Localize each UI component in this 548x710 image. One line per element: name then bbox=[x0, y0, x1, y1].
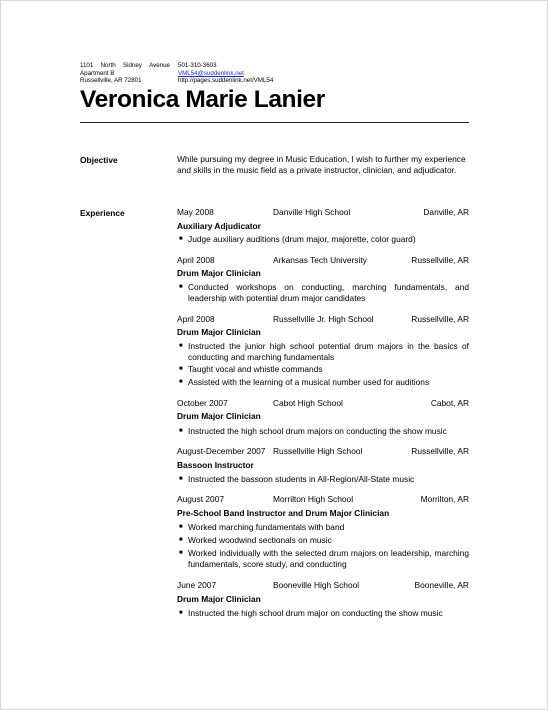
entry-role: Bassoon Instructor bbox=[177, 460, 254, 470]
email-link[interactable]: VML54@suddenlink.net bbox=[178, 69, 244, 77]
address-part: Sidney bbox=[122, 62, 142, 69]
bullet-text: Instructed the bassoon students in All-Region/All-State music bbox=[188, 474, 415, 484]
bullet-text: Taught vocal and whistle commands bbox=[188, 364, 323, 374]
entry-organization: Russellville High School bbox=[273, 446, 363, 456]
entry-organization: Danville High School bbox=[273, 207, 351, 217]
entry-location: Russellville, AR bbox=[411, 314, 469, 324]
square-bullet-icon: ■ bbox=[179, 610, 183, 616]
entry-bullet bbox=[177, 426, 469, 437]
objective-heading: Objective bbox=[80, 155, 118, 165]
header-divider bbox=[80, 122, 469, 123]
bullet-text: Judge auxiliary auditions (drum major, majorette, color guard) bbox=[188, 234, 416, 244]
experience-entry-header bbox=[177, 580, 469, 591]
entry-role: Auxiliary Adjudicator bbox=[177, 221, 261, 231]
square-bullet-icon: ■ bbox=[179, 537, 183, 543]
square-bullet-icon: ■ bbox=[179, 284, 183, 290]
entry-date: April 2008 bbox=[177, 314, 215, 324]
bullet-text: Worked individually with the selected drum majors on leadership, marching fundamentals, score study, and conducting bbox=[188, 548, 469, 569]
square-bullet-icon: ■ bbox=[179, 428, 183, 434]
bullet-text: Instructed the junior high school potential drum majors in the basics of conducting and marching fundamentals bbox=[188, 341, 469, 362]
entry-location: Cabot, AR bbox=[430, 398, 469, 408]
entry-location: Russellville, AR bbox=[411, 255, 469, 265]
entry-role: Drum Major Clinician bbox=[177, 327, 261, 337]
address-line-1 bbox=[80, 62, 170, 70]
entry-bullet bbox=[177, 522, 469, 533]
experience-entry-header bbox=[177, 446, 469, 457]
square-bullet-icon: ■ bbox=[179, 379, 183, 385]
address-part: Avenue bbox=[149, 62, 170, 69]
entry-role: Drum Major Clinician bbox=[177, 594, 261, 604]
experience-heading: Experience bbox=[80, 208, 125, 218]
experience-entry-header bbox=[177, 398, 469, 409]
square-bullet-icon: ■ bbox=[179, 366, 183, 372]
entry-location: Booneville, AR bbox=[414, 580, 469, 590]
contact-address bbox=[80, 62, 170, 85]
experience-entry-header bbox=[177, 207, 469, 218]
square-bullet-icon: ■ bbox=[179, 236, 183, 242]
bullet-text: Worked marching fundamentals with band bbox=[188, 522, 345, 532]
entry-bullet bbox=[177, 535, 469, 546]
entry-bullet bbox=[177, 341, 469, 363]
entry-date: August 2007 bbox=[177, 494, 225, 504]
entry-bullet bbox=[177, 282, 469, 304]
entry-organization: Cabot High School bbox=[273, 398, 343, 408]
square-bullet-icon: ■ bbox=[179, 524, 183, 530]
bullet-text: Instructed the high school drum majors on conducting the show music bbox=[188, 426, 447, 436]
entry-role: Drum Major Clinician bbox=[177, 411, 261, 421]
address-part: North bbox=[100, 62, 116, 69]
square-bullet-icon: ■ bbox=[179, 343, 183, 349]
website-url: http://pages.suddenlink.net/VML54 bbox=[178, 77, 274, 85]
contact-details bbox=[178, 62, 273, 85]
entry-bullet bbox=[177, 234, 469, 245]
entry-location: Morrilton, AR bbox=[420, 494, 469, 504]
bullet-text: Conducted workshops on conducting, marching fundamentals, and leadership with potential drum major candidates bbox=[188, 282, 469, 303]
experience-entry-header bbox=[177, 494, 469, 505]
entry-date: April 2008 bbox=[177, 255, 215, 265]
phone-number: 501-310-3603 bbox=[178, 62, 217, 69]
entry-organization: Russellville Jr. High School bbox=[273, 314, 374, 324]
entry-location: Danville, AR bbox=[423, 207, 469, 217]
entry-organization: Arkansas Tech University bbox=[273, 255, 367, 265]
entry-date: May 2008 bbox=[177, 207, 214, 217]
bullet-text: Assisted with the learning of a musical number used for auditions bbox=[188, 377, 430, 387]
bullet-text: Instructed the high school drum major on conducting the show music bbox=[188, 608, 443, 618]
square-bullet-icon: ■ bbox=[179, 550, 183, 556]
entry-organization: Morrilton High School bbox=[273, 494, 354, 504]
entry-bullet bbox=[177, 474, 469, 485]
entry-role: Pre-School Band Instructor and Drum Major Clinician bbox=[177, 508, 390, 518]
experience-entry-header bbox=[177, 255, 469, 266]
objective-text: While pursuing my degree in Music Education, I wish to further my experience and skills in the music field as a private instructor, clinician, and adjudicator. bbox=[177, 154, 466, 175]
resume-name: Veronica Marie Lanier bbox=[80, 86, 325, 113]
entry-date: October 2007 bbox=[177, 398, 228, 408]
entry-role: Drum Major Clinician bbox=[177, 268, 261, 278]
entry-bullet bbox=[177, 608, 469, 619]
address-line-3: Russellville, AR 72801 bbox=[80, 77, 142, 85]
bullet-text: Worked woodwind sectionals on music bbox=[188, 535, 332, 545]
entry-date: June 2007 bbox=[177, 580, 217, 590]
entry-bullet bbox=[177, 548, 469, 570]
address-line-2: Apartment B bbox=[80, 69, 115, 77]
entry-date: August-December 2007 bbox=[177, 446, 266, 456]
entry-location: Russellville, AR bbox=[411, 446, 469, 456]
entry-bullet bbox=[177, 364, 469, 375]
experience-entry-header bbox=[177, 314, 469, 325]
square-bullet-icon: ■ bbox=[179, 476, 183, 482]
address-part: 1101 bbox=[80, 62, 94, 69]
entry-bullet bbox=[177, 377, 469, 388]
entry-organization: Booneville High School bbox=[273, 580, 360, 590]
